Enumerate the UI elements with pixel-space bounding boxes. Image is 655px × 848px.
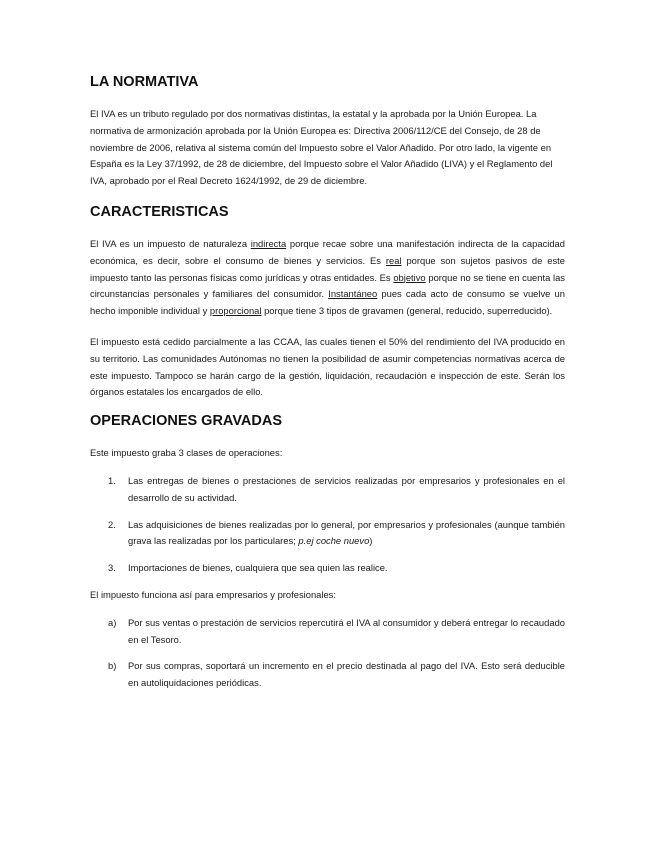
paragraph-operaciones-intro: Este impuesto graba 3 clases de operaciones: [90, 447, 283, 459]
list-marker: b) [108, 660, 117, 672]
list-item [90, 473, 565, 507]
list-item-text: Las entregas de bienes o prestaciones de servicios realizadas por empresarios y profesionales en el desarrollo de su actividad. [128, 474, 565, 503]
text-span: pues cada acto de consumo se vuelve un hecho imponible individual y [90, 288, 565, 317]
list-item-text: Importaciones de bienes, cualquiera que sea quien las realice. [128, 562, 388, 574]
list-item [90, 615, 565, 649]
text-span: porque son sujetos pasivos de este impuesto tanto las personas físicas como jurídicas y otras entidades. Es [90, 254, 565, 283]
paragraph-funcionamiento-intro: El impuesto funciona así para empresarios y profesionales: [90, 588, 336, 600]
list-marker: 3. [108, 562, 116, 574]
underlined-term-objetivo: objetivo [393, 271, 426, 283]
heading-normativa: LA NORMATIVA [90, 74, 199, 90]
paragraph-normativa: El IVA es un tributo regulado por dos normativas distintas, la estatal y la aprobada por la Unión Europea. La normativa de armonización aprobada por la Unión Europea es: Directiva 2006/112/CE del Consejo, de 28 de noviembre de 2006, relativa al sistema común del Impuesto sobre el Valor Añadido. Por otro lado, la vigente en España es la Ley 37/1992, de 28 de diciembre, del Impuesto sobre el Valor Añadido (LIVA) y el Reglamento del IVA, aprobado por el Real Decreto 1624/1992, de 29 de diciembre. [90, 108, 553, 187]
text-span: porque tiene 3 tipos de gravamen (general, reducido, superreducido). [261, 305, 553, 317]
underlined-term-real: real [385, 254, 402, 266]
list-item-tail: ) [369, 535, 373, 547]
list-marker: a) [108, 616, 117, 628]
numbered-list [90, 473, 565, 577]
list-marker: 1. [108, 474, 116, 486]
heading-caracteristicas: CARACTERISTICAS [90, 203, 229, 220]
list-item-italic: p.ej coche nuevo [298, 535, 370, 547]
list-item-text: Por sus compras, soportará un incremento en el precio destinada al pago del IVA. Esto será deducible en autoliquidaciones periódicas. [128, 660, 565, 689]
underlined-term-indirecta: indirecta [250, 237, 287, 249]
text-span: porque recae sobre una manifestación indirecta de la capacidad económica, es decir, sobre el consumo de bienes y servicios. Es [90, 237, 565, 266]
list-marker: 2. [108, 518, 116, 530]
list-item [90, 517, 565, 551]
paragraph-caracteristicas [90, 236, 565, 320]
underlined-term-instantaneo: Instantáneo [328, 288, 378, 300]
underlined-term-proporcional: proporcional [209, 305, 262, 317]
lettered-list [90, 615, 565, 692]
list-item [90, 658, 565, 692]
text-span: El IVA es un impuesto de naturaleza [90, 237, 251, 249]
list-item-text: Por sus ventas o prestación de servicios repercutirá el IVA al consumidor y deberá entregar lo recaudado en el Tesoro. [128, 616, 565, 645]
list-item-text: Las adquisiciones de bienes realizadas por lo general, por empresarios y profesionales (aunque también grava las realizadas por los particulares; [128, 518, 565, 547]
heading-operaciones: OPERACIONES GRAVADAS [90, 413, 283, 430]
text-span: porque no se tiene en cuenta las circunstancias personales y familiares del consumidor. [90, 271, 565, 300]
paragraph-cesion: El impuesto está cedido parcialmente a las CCAA, las cuales tienen el 50% del rendimiento del IVA producido en su territorio. Las comunidades Autónomas no tienen la posibilidad de asumir competencias normativas acerca de este impuesto. Tampoco se harán cargo de la gestión, liquidación, recaudación e inspección de este. Serán los órganos estatales los encargados de ello. [90, 335, 565, 398]
list-item [90, 560, 565, 577]
